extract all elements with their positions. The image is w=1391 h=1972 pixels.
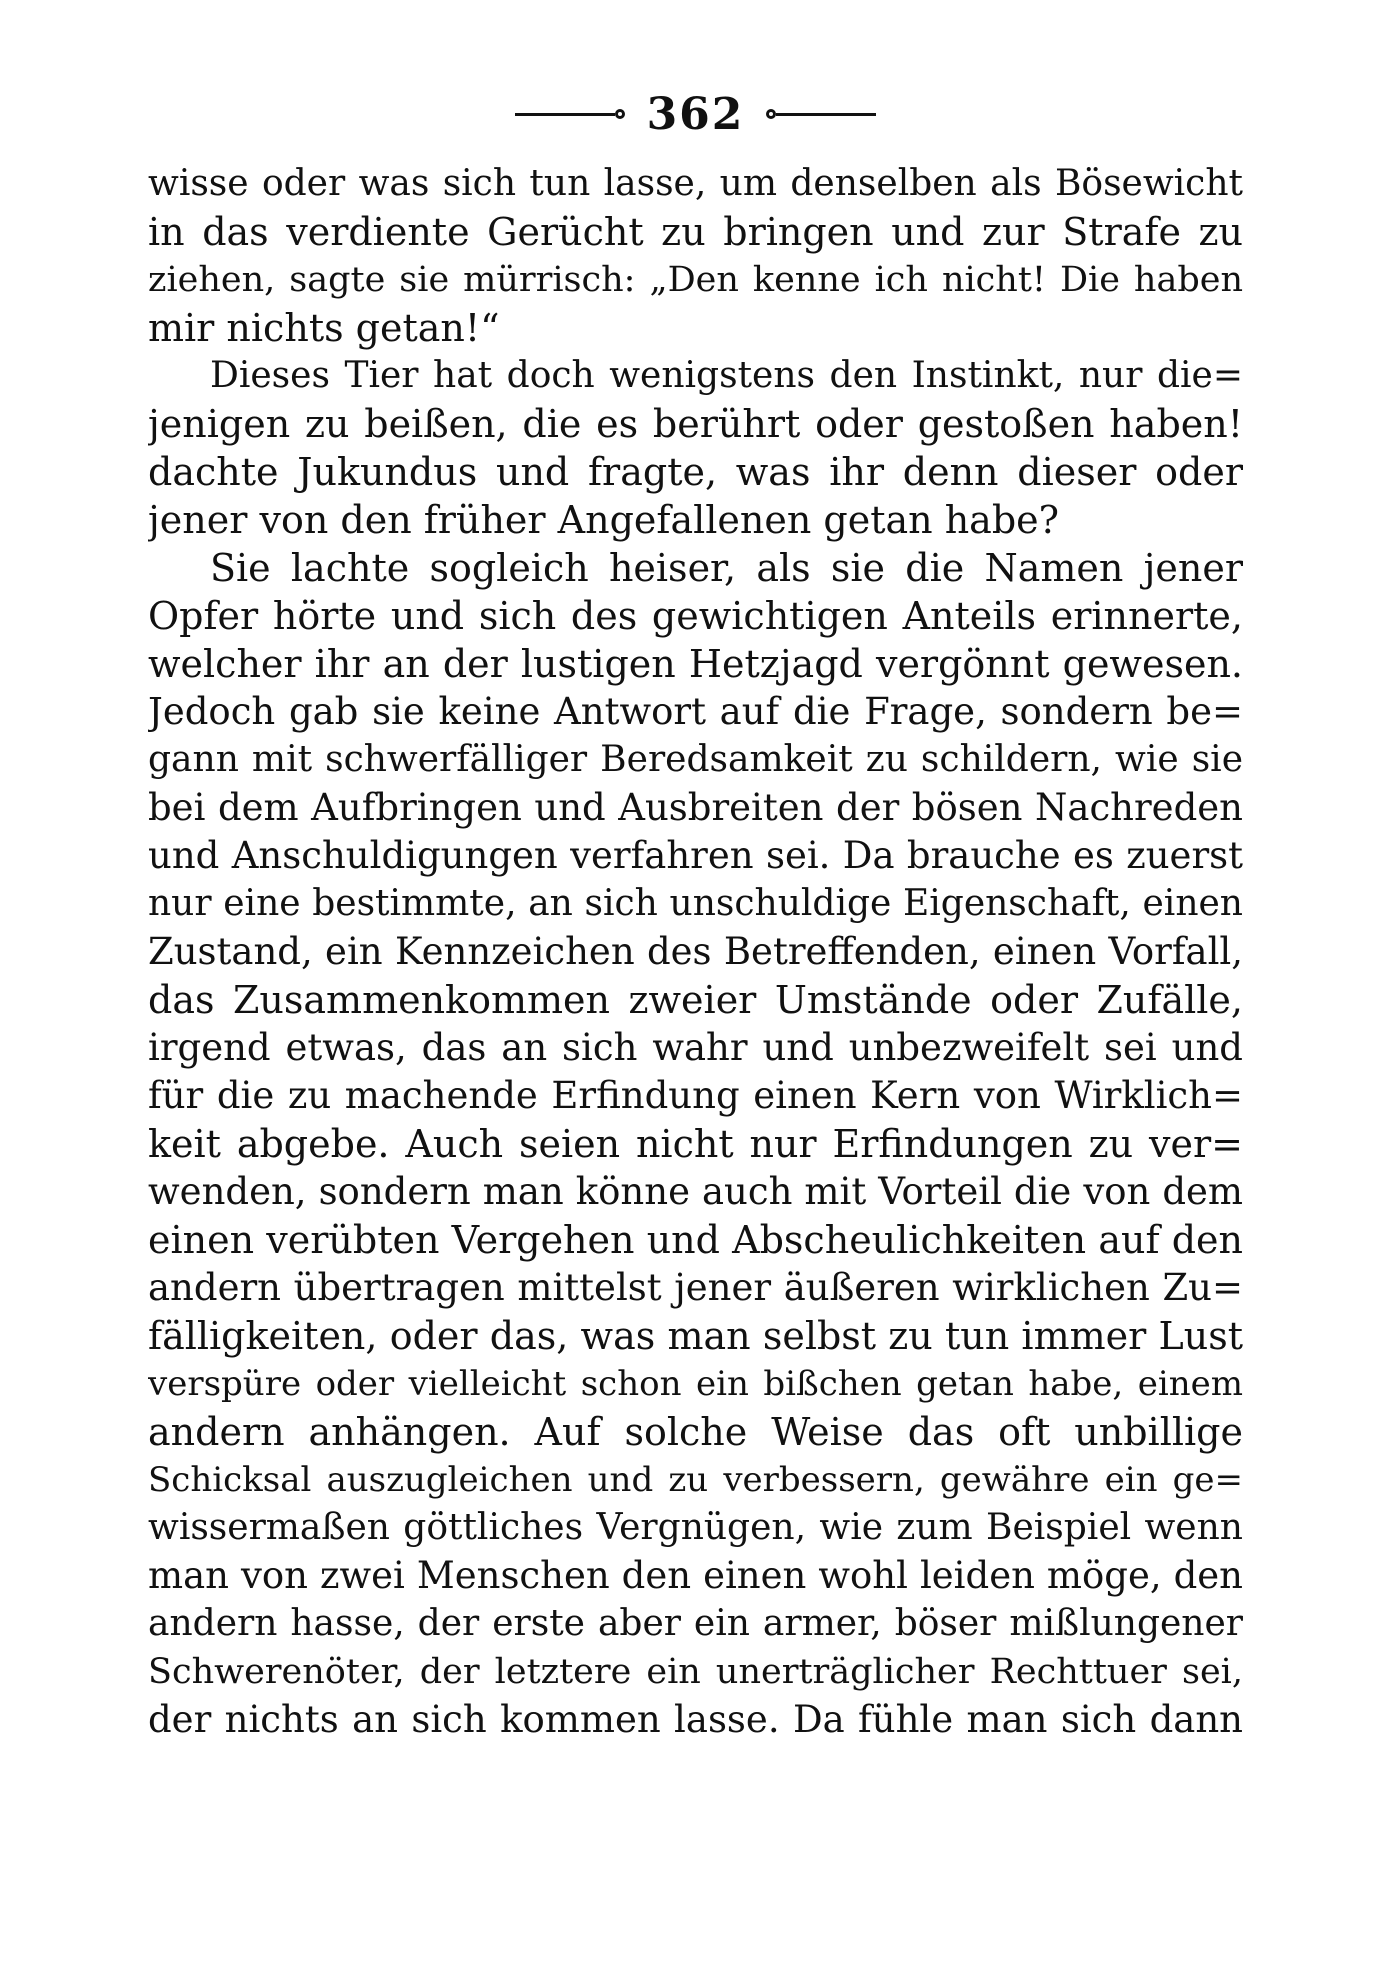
- text-line: für die zu machende Erfindung einen Kern von Wirklich=: [148, 1074, 1243, 1117]
- page-header: [0, 84, 1391, 144]
- text-line: mir nichts getan!“: [148, 306, 500, 350]
- text-line: irgend etwas, das an sich wahr und unbezweifelt sei und: [148, 1026, 1243, 1069]
- text-line: Dieses Tier hat doch wenigstens den Instinkt, nur die=: [210, 355, 1243, 396]
- text-line: jener von den früher Angefallenen getan habe?: [148, 498, 1060, 542]
- text-line: Jedoch gab sie keine Antwort auf die Frage, sondern be=: [148, 690, 1243, 733]
- text-line: andern anhängen. Auf solche Weise das oft unbillige: [148, 1410, 1243, 1454]
- text-line: keit abgebe. Auch seien nicht nur Erfindungen zu ver=: [148, 1122, 1243, 1166]
- text-line: dachte Jukundus und fragte, was ihr denn dieser oder: [148, 450, 1243, 494]
- text-line: bei dem Aufbringen und Ausbreiten der bösen Nachreden: [148, 786, 1243, 829]
- text-line: einen verübten Vergehen und Abscheulichkeiten auf den: [148, 1218, 1243, 1262]
- text-line: Sie lachte sogleich heiser, als sie die Namen jener: [210, 546, 1243, 590]
- text-line: und Anschuldigungen verfahren sei. Da brauche es zuerst: [148, 834, 1243, 877]
- left-ornament-icon: [515, 109, 625, 119]
- text-line: nur eine bestimmte, an sich unschuldige Eigenschaft, einen: [148, 883, 1243, 924]
- right-ornament-icon: [766, 109, 876, 119]
- text-line: welcher ihr an der lustigen Hetzjagd vergönnt gewesen.: [148, 642, 1243, 686]
- page-number: 362: [646, 88, 745, 140]
- text-line: verspüre oder vielleicht schon ein bißchen getan habe, einem: [148, 1364, 1243, 1404]
- text-line: man von zwei Menschen den einen wohl leiden möge, den: [148, 1554, 1243, 1597]
- text-line: Opfer hörte und sich des gewichtigen Anteils erinnerte,: [148, 594, 1243, 638]
- text-line: andern übertragen mittelst jener äußeren wirklichen Zu=: [148, 1266, 1243, 1309]
- text-line: wissermaßen göttliches Vergnügen, wie zum Beispiel wenn: [148, 1507, 1243, 1548]
- text-line: fälligkeiten, oder das, was man selbst zu tun immer Lust: [148, 1314, 1243, 1358]
- text-line: in das verdiente Gerücht zu bringen und zur Strafe zu: [148, 210, 1243, 254]
- text-line: der nichts an sich kommen lasse. Da fühle man sich dann: [148, 1698, 1243, 1741]
- text-line: das Zusammenkommen zweier Umstände oder Zufälle,: [148, 978, 1243, 1022]
- text-line: wisse oder was sich tun lasse, um denselben als Bösewicht: [148, 163, 1243, 204]
- text-line: Schwerenöter, der letztere ein unerträglicher Rechttuer sei,: [148, 1652, 1243, 1692]
- text-line: andern hasse, der erste aber ein armer, böser mißlungener: [148, 1603, 1243, 1644]
- text-line: wenden, sondern man könne auch mit Vorteil die von dem: [148, 1170, 1243, 1213]
- text-line: gann mit schwerfälliger Beredsamkeit zu schildern, wie sie: [148, 739, 1243, 780]
- text-line: jenigen zu beißen, die es berührt oder gestoßen haben!: [148, 402, 1243, 446]
- text-line: Zustand, ein Kennzeichen des Betreffenden, einen Vorfall,: [148, 930, 1243, 973]
- text-line: Schicksal auszugleichen und zu verbessern, gewähre ein ge=: [148, 1460, 1243, 1500]
- body-text: [148, 160, 1243, 1744]
- text-line: ziehen, sagte sie mürrisch: „Den kenne ich nicht! Die haben: [148, 260, 1243, 300]
